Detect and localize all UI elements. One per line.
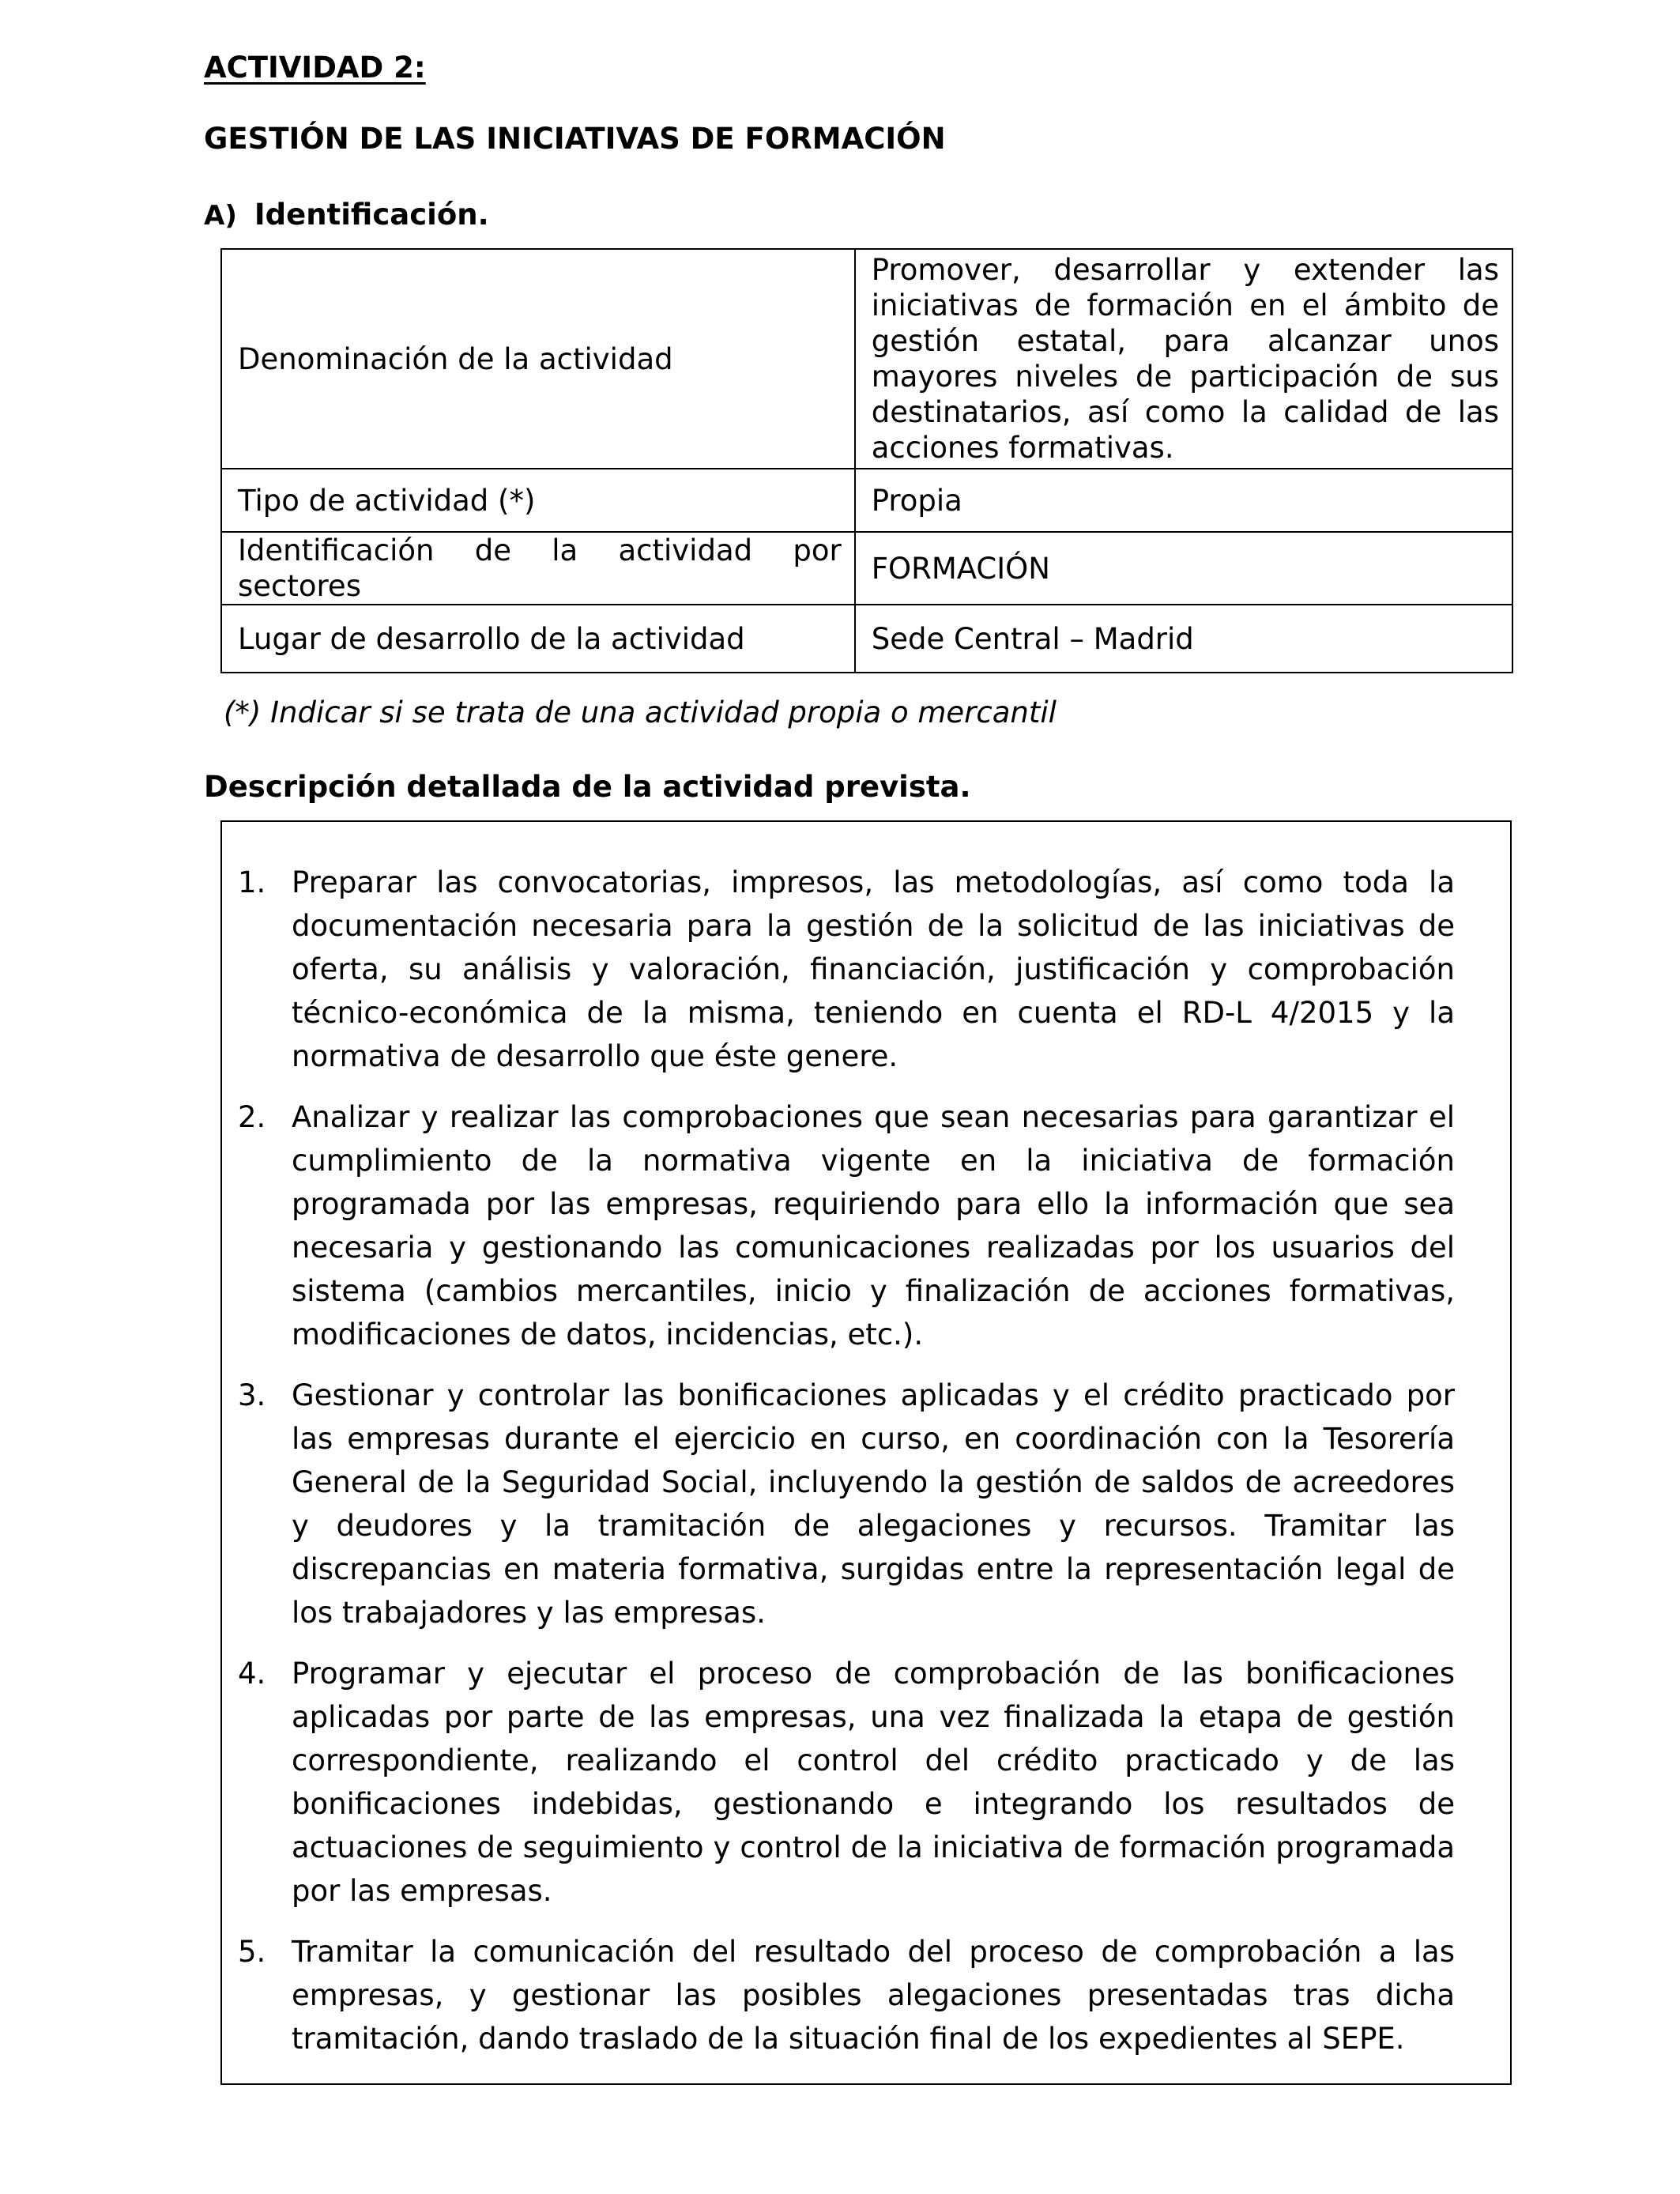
list-item: [222, 1095, 1455, 1356]
list-item-text: Gestionar y controlar las bonificaciones aplicadas y el crédito practicado por las empresas durante el ejercicio en curso, en coordinación con la Tesorería General de la Seguridad Social, incluyendo la gestión de saldos de acreedores y deudores y la tramitación de alegaciones y recursos. Tramitar las discrepancias en materia formativa, surgidas entre la representación legal de los trabajadores y las empresas.: [292, 1378, 1455, 1630]
table-row: [221, 469, 1512, 532]
section-a-heading: [204, 198, 489, 233]
section-a-label: Identificación.: [254, 198, 489, 232]
row-value: FORMACIÓN: [855, 532, 1512, 605]
list-item-text: Preparar las convocatorias, impresos, las metodologías, así como toda la documentación necesaria para la gestión de la solicitud de las iniciativas de oferta, su análisis y valoración, financiación, justificación y comprobación técnico-económica de la misma, teniendo en cuenta el RD-L 4/2015 y la normativa de desarrollo que éste genere.: [292, 865, 1455, 1073]
section-a-letter: A): [204, 200, 237, 232]
row-label: Lugar de desarrollo de la actividad: [221, 605, 855, 673]
list-item-number: 3.: [238, 1378, 266, 1412]
table-footnote: (*) Indicar si se trata de una actividad propia o mercantil: [224, 696, 1057, 729]
list-item: [222, 861, 1455, 1078]
list-item-number: 1.: [238, 865, 266, 899]
list-item-number: 4.: [238, 1657, 266, 1691]
identification-table: [220, 248, 1513, 673]
list-item: [222, 1652, 1455, 1913]
list-item-number: 2.: [238, 1100, 266, 1134]
row-value: Promover, desarrollar y extender las iniciativas de formación en el ámbito de gestión estatal, para alcanzar unos mayores niveles de participación de sus destinatarios, así como la calidad de las acciones formativas.: [855, 249, 1512, 469]
list-item-number: 5.: [238, 1935, 266, 1969]
row-label: Tipo de actividad (*): [221, 469, 855, 532]
row-label: Identificación de la actividad por sectores: [221, 532, 855, 605]
table-row: [221, 532, 1512, 605]
document-subtitle: GESTIÓN DE LAS INICIATIVAS DE FORMACIÓN: [204, 122, 946, 156]
list-item-text: Programar y ejecutar el proceso de comprobación de las bonificaciones aplicadas por parte de las empresas, una vez finalizada la etapa de gestión correspondiente, realizando el control del crédito practicado y de las bonificaciones indebidas, gestionando e integrando los resultados de actuaciones de seguimiento y control de la iniciativa de formación programada por las empresas.: [292, 1657, 1455, 1908]
row-value: Sede Central – Madrid: [855, 605, 1512, 673]
row-label: Denominación de la actividad: [221, 249, 855, 469]
list-item-text: Tramitar la comunicación del resultado del proceso de comprobación a las empresas, y gestionar las posibles alegaciones presentadas tras dicha tramitación, dando traslado de la situación final de los expedientes al SEPE.: [292, 1935, 1455, 2056]
document-title: ACTIVIDAD 2:: [204, 51, 426, 85]
description-heading: Descripción detallada de la actividad prevista.: [204, 770, 971, 804]
list-item: [222, 1374, 1455, 1634]
table-row: [221, 605, 1512, 673]
table-row: [221, 249, 1512, 469]
description-box: [220, 820, 1512, 2085]
list-item-text: Analizar y realizar las comprobaciones que sean necesarias para garantizar el cumplimiento de la normativa vigente en la iniciativa de formación programada por las empresas, requiriendo para ello la información que sea necesaria y gestionando las comunicaciones realizadas por los usuarios del sistema (cambios mercantiles, inicio y finalización de acciones formativas, modificaciones de datos, incidencias, etc.).: [292, 1100, 1455, 1351]
row-value: Propia: [855, 469, 1512, 532]
list-item: [222, 1930, 1455, 2060]
description-list: [222, 822, 1510, 2060]
